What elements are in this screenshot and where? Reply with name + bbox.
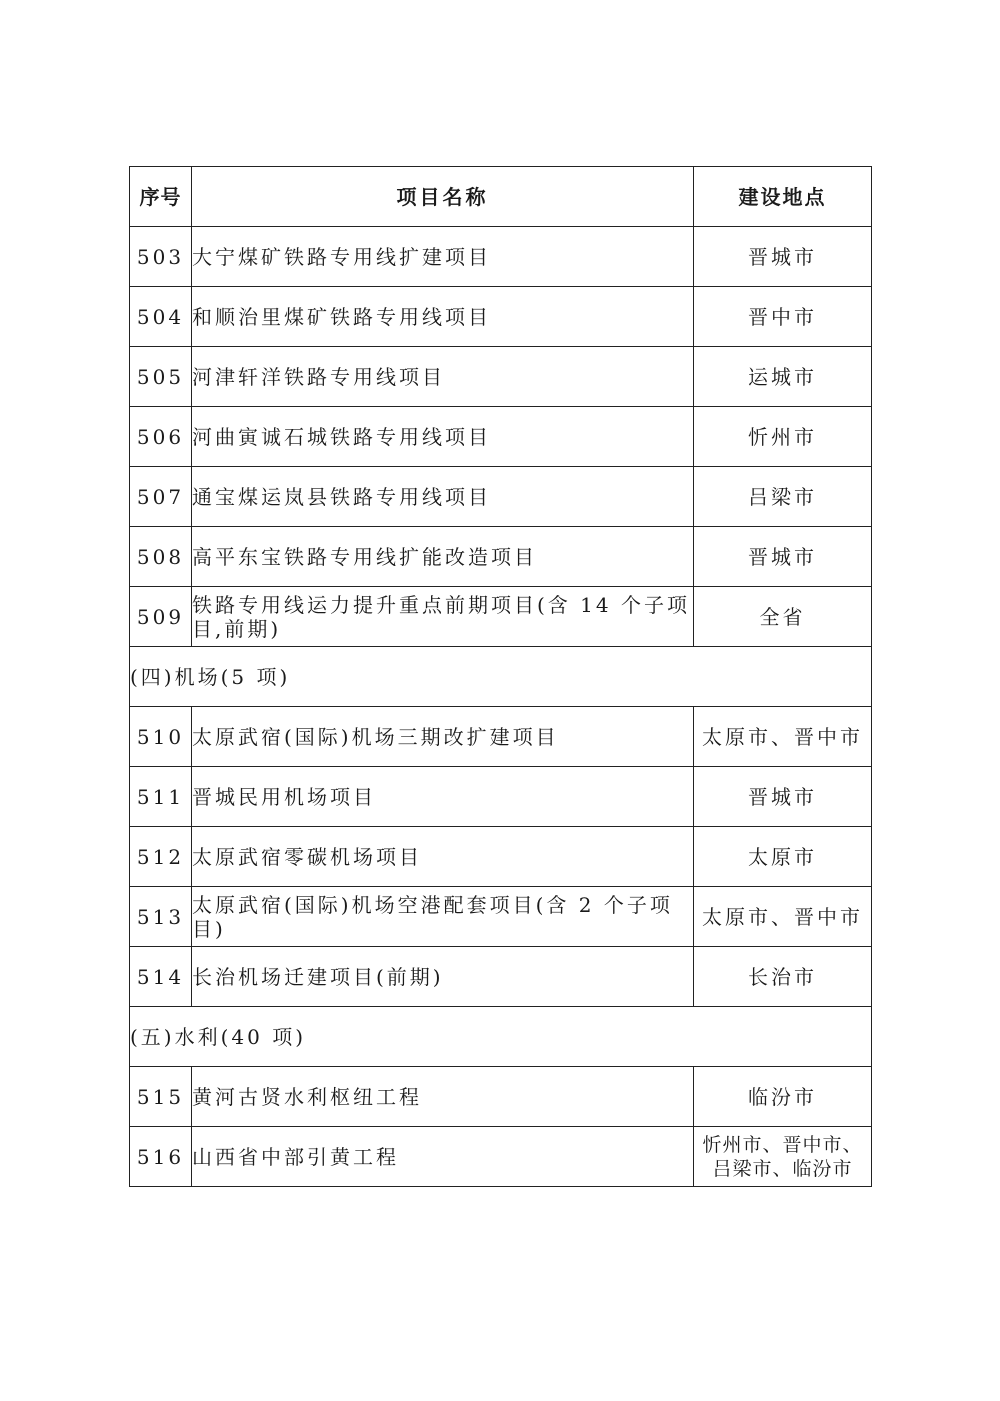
row-number: 516 xyxy=(130,1127,192,1187)
row-location: 晋城市 xyxy=(694,227,872,287)
table-row xyxy=(130,767,872,827)
row-location: 太原市、晋中市 xyxy=(694,707,872,767)
row-location: 晋城市 xyxy=(694,767,872,827)
table-row xyxy=(130,347,872,407)
table-row xyxy=(130,587,872,647)
table-row xyxy=(130,287,872,347)
row-project-name: 太原武宿(国际)机场三期改扩建项目 xyxy=(192,707,694,767)
row-number: 509 xyxy=(130,587,192,647)
row-number: 503 xyxy=(130,227,192,287)
row-project-name: 铁路专用线运力提升重点前期项目(含 14 个子项目,前期) xyxy=(192,587,694,647)
row-number: 504 xyxy=(130,287,192,347)
row-project-name: 高平东宝铁路专用线扩能改造项目 xyxy=(192,527,694,587)
table-row xyxy=(130,707,872,767)
row-location: 长治市 xyxy=(694,947,872,1007)
header-project-name: 项目名称 xyxy=(192,167,694,227)
section-heading-airports: (四)机场(5 项) xyxy=(130,647,872,707)
row-number: 510 xyxy=(130,707,192,767)
header-serial-number: 序号 xyxy=(130,167,192,227)
row-number: 508 xyxy=(130,527,192,587)
row-location: 太原市 xyxy=(694,827,872,887)
row-location: 晋中市 xyxy=(694,287,872,347)
row-project-name: 通宝煤运岚县铁路专用线项目 xyxy=(192,467,694,527)
row-number: 514 xyxy=(130,947,192,1007)
row-location: 全省 xyxy=(694,587,872,647)
table-row xyxy=(130,407,872,467)
row-project-name: 大宁煤矿铁路专用线扩建项目 xyxy=(192,227,694,287)
row-project-name: 山西省中部引黄工程 xyxy=(192,1127,694,1187)
row-project-name: 晋城民用机场项目 xyxy=(192,767,694,827)
row-number: 512 xyxy=(130,827,192,887)
section-heading-water-conservancy: (五)水利(40 项) xyxy=(130,1007,872,1067)
table-row xyxy=(130,527,872,587)
row-location: 运城市 xyxy=(694,347,872,407)
row-number: 511 xyxy=(130,767,192,827)
row-number: 507 xyxy=(130,467,192,527)
project-table xyxy=(129,166,872,1187)
row-location: 忻州市 xyxy=(694,407,872,467)
table-row xyxy=(130,1127,872,1187)
row-number: 513 xyxy=(130,887,192,947)
header-location: 建设地点 xyxy=(694,167,872,227)
table-row xyxy=(130,887,872,947)
row-location: 晋城市 xyxy=(694,527,872,587)
section-row xyxy=(130,647,872,707)
row-number: 515 xyxy=(130,1067,192,1127)
table-row xyxy=(130,467,872,527)
row-project-name: 河曲寅诚石城铁路专用线项目 xyxy=(192,407,694,467)
table-row xyxy=(130,1067,872,1127)
row-project-name: 河津轩洋铁路专用线项目 xyxy=(192,347,694,407)
row-project-name: 长治机场迁建项目(前期) xyxy=(192,947,694,1007)
row-location: 临汾市 xyxy=(694,1067,872,1127)
row-location: 太原市、晋中市 xyxy=(694,887,872,947)
row-location: 忻州市、晋中市、吕梁市、临汾市 xyxy=(694,1127,872,1187)
row-project-name: 太原武宿零碳机场项目 xyxy=(192,827,694,887)
table-row xyxy=(130,947,872,1007)
row-location: 吕梁市 xyxy=(694,467,872,527)
table-row xyxy=(130,227,872,287)
table-header-row xyxy=(130,167,872,227)
table-row xyxy=(130,827,872,887)
row-number: 505 xyxy=(130,347,192,407)
section-row xyxy=(130,1007,872,1067)
row-project-name: 太原武宿(国际)机场空港配套项目(含 2 个子项目) xyxy=(192,887,694,947)
row-project-name: 和顺治里煤矿铁路专用线项目 xyxy=(192,287,694,347)
row-number: 506 xyxy=(130,407,192,467)
row-project-name: 黄河古贤水利枢纽工程 xyxy=(192,1067,694,1127)
